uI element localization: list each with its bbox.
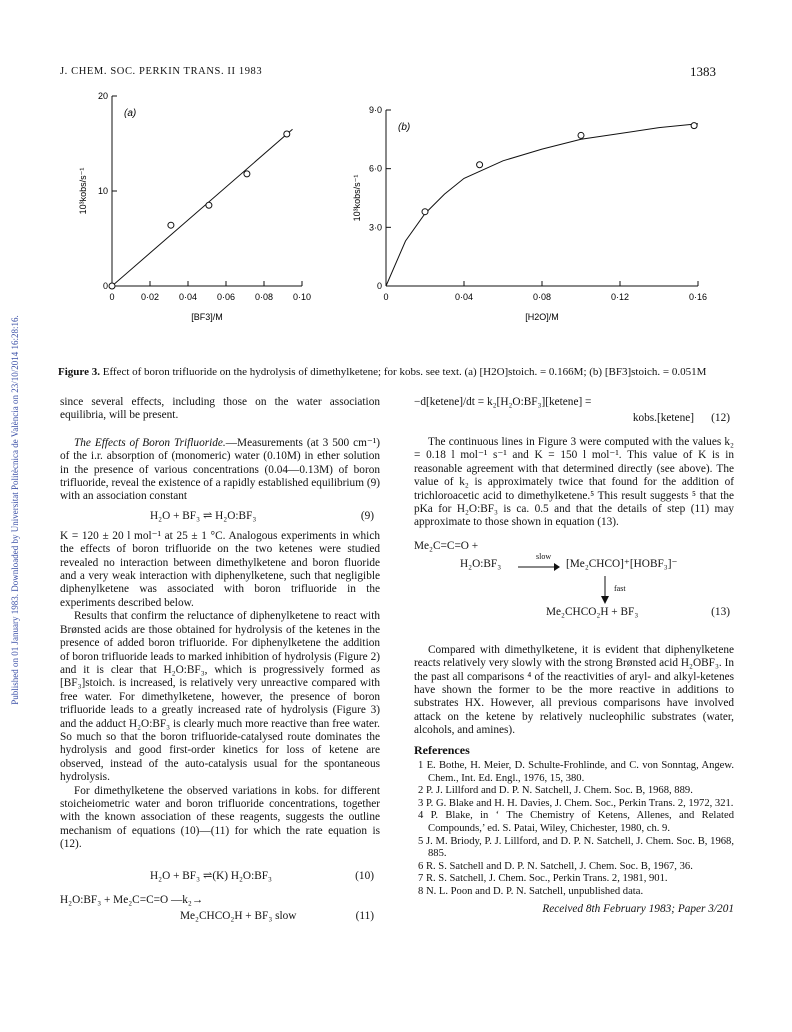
reference-item: 5 J. M. Briody, P. J. Lillford, and D. P. N. Satchell, J. Chem. Soc. B, 1968, 885. (418, 835, 734, 860)
panel-label: (b) (398, 122, 411, 133)
equation-11: H₂O:BF₃ + Me₂C=C=O —k₂→ Me₂CHCO₂H + BF₃ slow (11) (60, 893, 374, 922)
x-tick-label: 0 (383, 292, 389, 302)
column-left (60, 396, 380, 924)
x-axis-label: [BF3]/M (191, 312, 223, 322)
para-k: K = 120 ± 20 l mol⁻¹ at 25 ± 1 °C. Analogous experiments in which the effects of boron trifluoride on the two ketenes were studied revealed no interaction between dimethylketene and boron fluoride and a very weak interaction with diphenylketene, such that negligible diphenylketene was associated with boron trifluoride in the experiments described below. (60, 529, 380, 609)
references-list (414, 760, 734, 899)
x-tick-label: 0·02 (140, 292, 160, 302)
arrow-slow (516, 562, 560, 572)
panel-label: (a) (124, 108, 137, 119)
caption-label: Figure 3. (58, 366, 100, 378)
journal-header: J. CHEM. SOC. PERKIN TRANS. II 1983 (60, 66, 263, 77)
y-tick-label: 3·0 (368, 222, 382, 233)
reference-item: 6 R. S. Satchell and D. P. N. Satchell, J. Chem. Soc. B, 1967, 36. (418, 860, 693, 872)
chart-panel-a (78, 91, 311, 322)
chart-panel-b (352, 105, 707, 322)
x-axis-label: [H2O]/M (525, 312, 559, 322)
para-continuous-lines: The continuous lines in Figure 3 were computed with the values k₂ = 0.18 l mol⁻¹ s⁻¹ and K = 150 l mol⁻¹. This value of K is in reasonable agreement with that determined directly (see above). The value of k₂ is approximately twice that found for the addition of trichloroacetic acid to dimethylketene.⁵ This result suggests ⁵ that the pKa for H₂O:BF₃ is ca. 0.5 and that the details of step (11) may approximate to those shown in equation (13). (414, 436, 734, 529)
equation-10: H₂O + BF₃ ⇌(K) H₂O:BF₃ (10) (150, 869, 374, 882)
data-point (284, 131, 290, 137)
y-axis-label: 10³kobs/s⁻¹ (352, 174, 362, 222)
fit-line (112, 129, 293, 286)
data-point (477, 162, 483, 168)
para-results: Results that confirm the reluctance of diphenylketene to react with Brønsted acids are those obtained for hydrolysis of the ketenes in the presence of added boron trifluoride. For diphenylketene the addition of boron trifluoride leads to marked inhibition of hydrolysis (Figure 2) and it is clear that H₂O:BF₃, which is progressively formed as [BF₃]stoich. is increased, is relatively very unreactive compared with free water. For dimethylketene, however, the presence of boron trifluoride leads to a greatly increased rate of hydrolysis (Figure 3) and the adduct H₂O:BF₃ is clearly much more reactive than free water. So much so that the boron trifluoride-catalysed route dominates the hydrolysis and good first-order kinetics for loss of ketene are observed, instead of the auto-catalysis usual for the spontaneous hydrolysis. (60, 610, 380, 784)
equation-9: H₂O + BF₃ ⇌ H₂O:BF₃ (9) (150, 509, 374, 522)
data-point (244, 171, 250, 177)
x-tick-label: 0·06 (216, 292, 236, 302)
para-comparison: Compared with dimethylketene, it is evident that diphenylketene reacts relatively very slowly with the strong Brønsted acid H₂OBF₃. In the past all comparisons ⁴ of the reactivities of aryl- and alkyl-ketenes have shown the former to be the more reactive in additions to substrates HX. However, all previous comparisons have involved attack on the ketene by relatively nucleophilic substrates (water, alcohols, and amines). (414, 643, 734, 737)
reference-item: 4 P. Blake, in ‘ The Chemistry of Ketens, Allenes, and Related Compounds,’ ed. S. Patai, Wiley, Chichester, 1980, ch. 9. (418, 810, 734, 835)
x-tick-label: 0·10 (292, 292, 312, 302)
caption-text: Effect of boron trifluoride on the hydrolysis of dimethylketene; for kobs. see text. (a) [H2O]stoich. = 0.166M; (b) [BF3]stoich. = 0.051M (102, 366, 707, 378)
equation-12: −d[ketene]/dt = k₂[H₂O:BF₃][ketene] = kobs.[ketene] (12) (414, 396, 730, 424)
received-date: Received 8th February 1983; Paper 3/201 (542, 902, 734, 915)
arrow-fast (600, 576, 610, 604)
y-tick-label: 9·0 (368, 105, 382, 115)
x-tick-label: 0·16 (688, 292, 708, 302)
data-point (206, 202, 212, 208)
y-tick-label: 20 (97, 91, 108, 101)
x-tick-label: 0 (109, 292, 115, 302)
data-point (691, 123, 697, 129)
reference-item: 7 R. S. Satchell, J. Chem. Soc., Perkin Trans. 2, 1981, 901. (418, 873, 668, 885)
page-number: 1383 (690, 64, 716, 79)
figure-caption (58, 366, 748, 379)
data-point (168, 222, 174, 228)
x-tick-label: 0·12 (610, 292, 630, 302)
references-heading: References (414, 742, 470, 757)
y-tick-label: 0 (376, 281, 382, 291)
y-tick-label: 10 (97, 186, 108, 196)
x-tick-label: 0·08 (532, 292, 552, 302)
y-axis-label: 10³kobs/s⁻¹ (78, 167, 88, 215)
section-title: The Effects of Boron Trifluoride. (74, 436, 226, 449)
reference-item: 8 N. L. Poon and D. P. N. Satchell, unpublished data. (418, 886, 644, 898)
download-notice[interactable]: Published on 01 January 1983. Downloaded by Universitat Politècnica de València on 23/10/2014 16:28:16. (10, 315, 20, 705)
reference-item: 1 E. Bothe, H. Meier, D. Schulte-Frohlinde, and C. von Sonntag, Angew. Chem., Int. Ed. Engl., 1976, 15, 380. (418, 760, 734, 784)
column-right (414, 396, 734, 916)
para-bf3: The Effects of Boron Trifluoride.—Measurements (at 3 500 cm⁻¹) of the i.r. absorption of (monomeric) water (0.10M) in ether solution in the presence of various concentrations (0.04—0.13M) of boron trifluoride, reveal the existence of a rapidly established equilibrium (9) with an association constant (60, 436, 380, 503)
data-point (109, 283, 115, 289)
x-tick-label: 0·04 (454, 292, 474, 302)
para-mechanism: For dimethylketene the observed variations in kobs. for different stoicheiometric water and boron trifluoride concentrations, together with the known association of these reagents, suggests the outline mechanism of equations (10)—(11) for which the rate equation is (12). (60, 784, 380, 851)
data-point (578, 132, 584, 138)
para-intro: since several effects, including those on the water association equilibria, will be present. (60, 396, 380, 422)
y-tick-label: 6·0 (368, 163, 382, 174)
fit-line (386, 124, 698, 286)
y-tick-label: 0 (102, 281, 108, 291)
x-tick-label: 0·08 (254, 292, 274, 302)
reference-item: 3 P. G. Blake and H. H. Davies, J. Chem. Soc., Perkin Trans. 2, 1972, 321. (418, 797, 734, 809)
equation-13: Me₂C=C=O + H₂O:BF₃ slow [Me₂CHCO]⁺[HOBF₃]⁻ fast Me₂CHCO₂H + BF₃ (13) (414, 539, 730, 618)
figure-3 (60, 86, 750, 366)
data-point (422, 209, 428, 215)
reference-item: 2 P. J. Lillford and D. P. N. Satchell, J. Chem. Soc. B, 1968, 889. (418, 785, 693, 797)
x-tick-label: 0·04 (178, 292, 198, 302)
